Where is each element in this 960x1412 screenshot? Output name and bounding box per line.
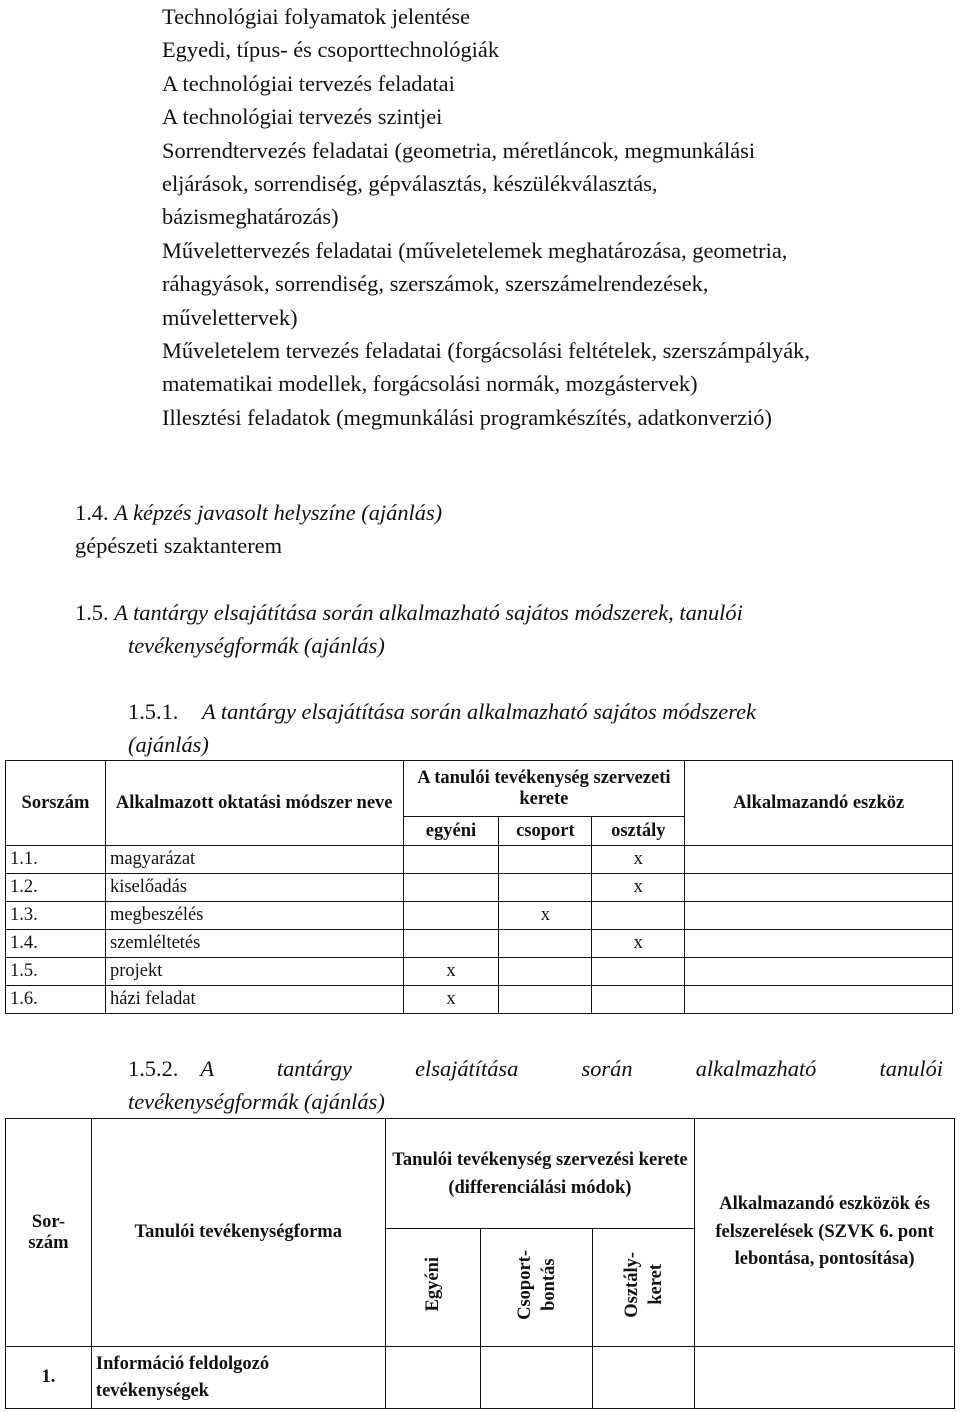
section-heading-1-4: [75, 496, 442, 529]
header-sorszam-line2: szám: [28, 1232, 69, 1253]
header-csoport: csoport: [499, 817, 592, 846]
cell-egyeni: [403, 902, 499, 930]
section-body-1-4: gépészeti szaktanterem: [75, 533, 283, 558]
cell-csoport: [499, 874, 592, 902]
table-row: [6, 846, 953, 874]
section-number: 1.5.: [75, 600, 109, 625]
topic-line: Sorrendtervezés feladatai (geometria, méretláncok, megmunkálási: [162, 137, 756, 163]
header-osztaly: [593, 1229, 695, 1347]
header-csoport-text: [513, 1250, 561, 1320]
row-activity: Információ feldolgozó tevékenységek: [91, 1347, 385, 1409]
row-number: 1.: [6, 1347, 92, 1409]
topic-line: ráhagyások, sorrendiség, szerszámok, szerszámelrendezések,: [162, 271, 709, 297]
table-row: [6, 874, 953, 902]
section-number: 1.5.1.: [128, 699, 179, 724]
cell-csoport: [499, 846, 592, 874]
topic-line: művelettervek): [162, 304, 298, 330]
header-sorszam: Sorszám: [6, 761, 106, 846]
row-number: 1.2.: [6, 874, 106, 902]
section-number: 1.5.2.: [128, 1056, 179, 1081]
topic-line: Műveletelem tervezés feladatai (forgácsolási feltételek, szerszámpályák,: [162, 338, 810, 364]
cell-osztaly: [592, 902, 685, 930]
topic-line: Művelettervezés feladatai (műveletelemek meghatározása, geometria,: [162, 237, 788, 263]
cell-tools: [695, 1347, 955, 1409]
section-title: tevékenységformák (ajánlás): [128, 1089, 385, 1114]
cell-egyeni: [385, 1347, 481, 1409]
cell-csoport: [499, 986, 592, 1014]
topic-line: A technológiai tervezés szintjei: [162, 104, 443, 130]
table-row: [6, 986, 953, 1014]
topic-line: eljárások, sorrendiség, gépválasztás, készülékválasztás,: [162, 171, 658, 197]
row-number: 1.3.: [6, 902, 106, 930]
section-title: A tantárgy elsajátítása során alkalmazható sajátos módszerek: [202, 699, 756, 724]
cell-csoport: [499, 930, 592, 958]
cell-egyeni: x: [403, 986, 499, 1014]
row-number: 1.6.: [6, 986, 106, 1014]
row-number: 1.4.: [6, 930, 106, 958]
header-osztaly: osztály: [592, 817, 685, 846]
table-row: [6, 902, 953, 930]
row-method: szemléltetés: [105, 930, 403, 958]
section-heading-1-5-cont: [128, 629, 385, 662]
section-title: A tantárgy elsajátítása során alkalmazható sajátos módszerek, tanulói: [114, 600, 743, 625]
header-egyeni-text: Egyéni: [423, 1257, 444, 1312]
cell-tool: [685, 874, 953, 902]
section-number: 1.4.: [75, 500, 109, 525]
row-number: 1.1.: [6, 846, 106, 874]
section-title: tevékenységformák (ajánlás): [128, 633, 385, 658]
topic-line: A technológiai tervezés feladatai: [162, 70, 455, 96]
topic-list: [162, 0, 952, 434]
header-egyeni: [385, 1229, 481, 1347]
topic-line: Egyedi, típus- és csoporttechnológiák: [162, 37, 500, 63]
cell-osztaly: x: [592, 930, 685, 958]
row-method: kiselőadás: [105, 874, 403, 902]
header-tools: Alkalmazandó eszközök és felszerelések (SZVK 6. pont lebontása, pontosítása): [695, 1119, 955, 1347]
cell-osztaly: x: [592, 874, 685, 902]
section-heading-1-5-1: [128, 695, 756, 728]
section-heading-1-5-2: [128, 1052, 943, 1085]
cell-csoport: x: [499, 902, 592, 930]
cell-osztaly: [592, 986, 685, 1014]
cell-egyeni: [403, 930, 499, 958]
topic-line: Illesztési feladatok (megmunkálási programkészítés, adatkonverzió): [162, 404, 772, 430]
row-method: házi feladat: [105, 986, 403, 1014]
section-heading-1-5: [75, 596, 743, 629]
cell-egyeni: [403, 846, 499, 874]
header-method-name: Alkalmazott oktatási módszer neve: [105, 761, 403, 846]
cell-egyeni: [403, 874, 499, 902]
section-heading-1-5-1-cont: [128, 728, 209, 761]
header-sorszam: [6, 1119, 92, 1347]
topic-line: bázismeghatározás): [162, 204, 339, 230]
header-sorszam-line1: Sor-: [31, 1211, 66, 1232]
table-row: [6, 930, 953, 958]
methods-table: [5, 760, 953, 1014]
section-title: (ajánlás): [128, 732, 209, 757]
table-row: [6, 1347, 955, 1409]
cell-tool: [685, 986, 953, 1014]
header-csoport-line2: bontás: [538, 1258, 559, 1311]
cell-egyeni: x: [403, 958, 499, 986]
cell-osztaly: x: [592, 846, 685, 874]
cell-tool: [685, 930, 953, 958]
header-osztaly-line1: Osztály-: [621, 1251, 642, 1318]
header-tool: Alkalmazandó eszköz: [685, 761, 953, 846]
row-number: 1.5.: [6, 958, 106, 986]
cell-tool: [685, 846, 953, 874]
row-method: projekt: [105, 958, 403, 986]
header-csoport-line1: Csoport-: [514, 1249, 535, 1320]
cell-osztaly: [593, 1347, 695, 1409]
cell-csoport: [499, 958, 592, 986]
section-title: A képzés javasolt helyszíne (ajánlás): [114, 500, 443, 525]
header-csoport: [481, 1229, 593, 1347]
table-row: [6, 958, 953, 986]
section-heading-1-5-2-cont: [128, 1085, 385, 1118]
header-org-frame: Tanulói tevékenység szervezési kerete (differenciálási módok): [385, 1119, 695, 1229]
section-title: A tantárgy elsajátítása során alkalmazható tanulói: [200, 1056, 943, 1081]
row-method: megbeszélés: [105, 902, 403, 930]
topic-line: Technológiai folyamatok jelentése: [162, 4, 471, 29]
activity-forms-table: [5, 1118, 955, 1409]
row-method: magyarázat: [105, 846, 403, 874]
header-egyeni: egyéni: [403, 817, 499, 846]
cell-osztaly: [592, 958, 685, 986]
header-org-frame: A tanulói tevékenység szervezeti kerete: [403, 761, 685, 817]
header-osztaly-text: [620, 1252, 668, 1318]
header-osztaly-line2: keret: [645, 1264, 666, 1305]
cell-tool: [685, 902, 953, 930]
topic-line: matematikai modellek, forgácsolási normák, mozgástervek): [162, 371, 698, 397]
cell-tool: [685, 958, 953, 986]
cell-csoport: [481, 1347, 593, 1409]
header-activity-form: Tanulói tevékenységforma: [91, 1119, 385, 1347]
